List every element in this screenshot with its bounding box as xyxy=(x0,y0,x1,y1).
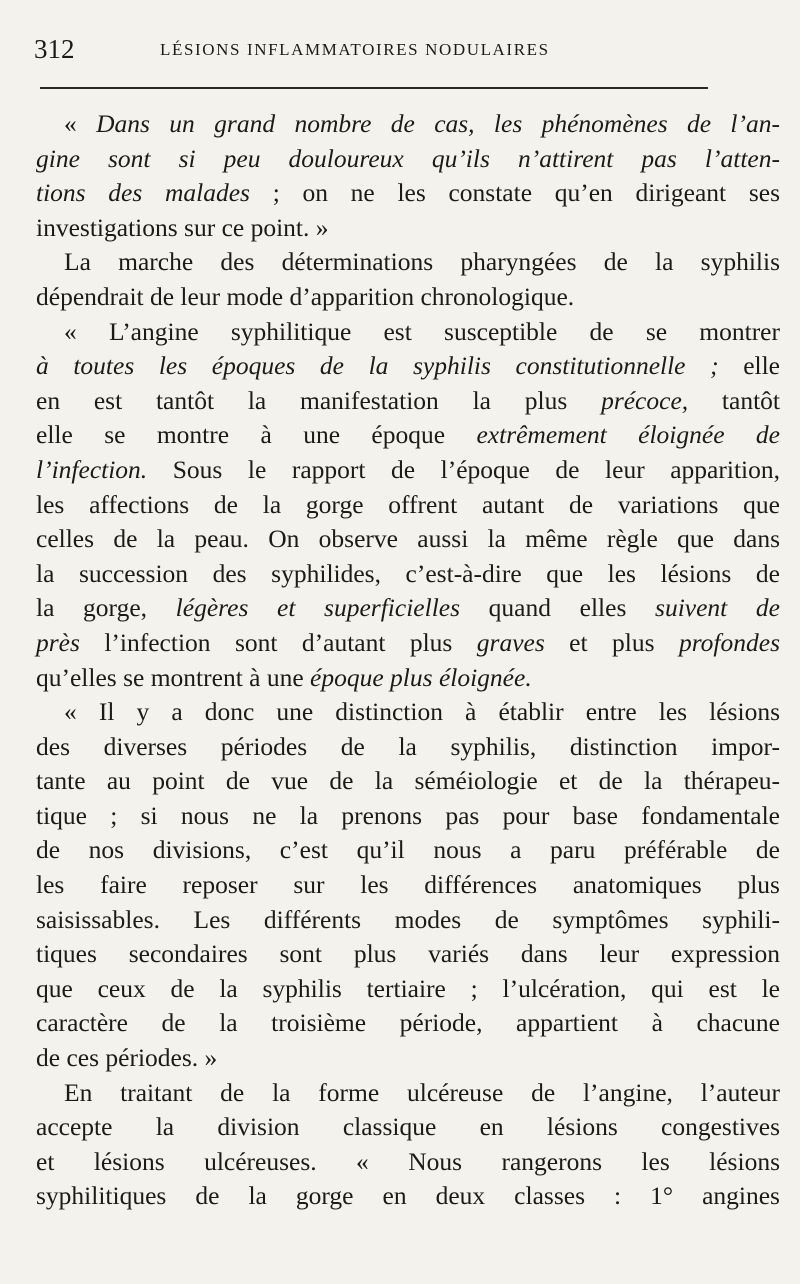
text-segment: l’infection sont d’autant plus xyxy=(79,627,477,657)
italic-segment: tions des malades xyxy=(36,178,250,208)
text-segment: « Il y a donc une distinction à établir entre les lésions xyxy=(64,697,780,727)
text-line xyxy=(36,1145,780,1180)
italic-segment: Dans un grand nombre de cas, les phénomènes de l’an- xyxy=(96,109,780,138)
text-line xyxy=(36,384,780,419)
text-segment: saisissables. Les différents modes de symptômes syphili- xyxy=(36,904,780,934)
text-segment: tante au point de vue de la séméiologie et de la thérapeu- xyxy=(36,766,780,796)
text-line xyxy=(36,1041,780,1076)
italic-segment: extrêmement éloignée de xyxy=(476,420,780,450)
text-segment: « L’angine syphilitique est susceptible de se montrer xyxy=(64,316,780,346)
text-segment: En traitant de la forme ulcéreuse de l’angine, l’auteur xyxy=(64,1077,780,1107)
page-header xyxy=(30,34,710,74)
text-segment: la succession des syphilides, c’est-à-dire que les lésions de xyxy=(36,558,780,588)
text-line xyxy=(36,453,780,488)
text-segment: elle xyxy=(718,351,780,381)
text-line xyxy=(36,903,780,938)
text-segment: elle se montre à une époque xyxy=(36,420,477,450)
text-line xyxy=(36,1110,780,1145)
page-number: 312 xyxy=(34,34,75,64)
italic-segment: à toutes les époques de la syphilis constitutionnelle ; xyxy=(36,351,719,381)
text-segment: accepte la division classique en lésions congestives xyxy=(36,1112,780,1142)
text-segment: en est tantôt la manifestation la plus xyxy=(36,385,602,415)
text-segment: caractère de la troisième période, appartient à chacune xyxy=(36,1008,780,1038)
text-segment: de nos divisions, c’est qu’il nous a paru préférable de xyxy=(36,835,780,865)
text-line xyxy=(36,626,780,661)
italic-segment: l’infection. xyxy=(36,454,148,484)
italic-segment: légères et superficielles xyxy=(175,593,461,623)
italic-segment: graves xyxy=(476,627,545,657)
text-line xyxy=(36,557,780,592)
text-segment: tique ; si nous ne la prenons pas pour base fondamentale xyxy=(36,800,780,830)
text-line xyxy=(36,418,780,453)
text-segment: tantôt xyxy=(688,385,780,415)
text-line xyxy=(36,591,780,626)
text-line xyxy=(36,661,780,696)
italic-segment: près xyxy=(36,627,80,657)
italic-segment: gine sont si peu douloureux qu’ils n’attirent pas l’atten- xyxy=(36,143,780,173)
italic-segment: précoce, xyxy=(601,385,689,415)
text-segment: ; on ne les constate qu’en dirigeant ses xyxy=(249,178,780,208)
text-segment: et lésions ulcéreuses. « Nous rangerons les lésions xyxy=(36,1146,780,1176)
text-line xyxy=(36,799,780,834)
text-line xyxy=(36,1179,780,1214)
header-rule xyxy=(40,87,708,89)
text-segment: des diverses périodes de la syphilis, distinction impor- xyxy=(36,731,780,761)
text-segment: Sous le rapport de l’époque de leur apparition, xyxy=(147,454,780,484)
text-line xyxy=(36,107,780,142)
text-line xyxy=(36,695,780,730)
text-line xyxy=(36,1076,780,1111)
text-segment: investigations sur ce point. » xyxy=(36,212,329,242)
text-segment: de ces périodes. » xyxy=(36,1043,218,1073)
text-line xyxy=(36,142,780,177)
text-line xyxy=(36,315,780,350)
italic-segment: époque plus éloignée. xyxy=(310,662,532,692)
text-line xyxy=(36,211,780,246)
text-segment: celles de la peau. On observe aussi la même règle que dans xyxy=(36,524,780,554)
text-segment: quand elles xyxy=(460,593,656,623)
text-line xyxy=(36,1006,780,1041)
text-line xyxy=(36,764,780,799)
body-text xyxy=(36,107,780,1214)
text-line xyxy=(36,937,780,972)
text-segment: qu’elles se montrent à une xyxy=(36,662,311,692)
text-line xyxy=(36,972,780,1007)
text-segment: dépendrait de leur mode d’apparition chronologique. xyxy=(36,281,575,311)
text-line xyxy=(36,245,780,280)
text-line xyxy=(36,833,780,868)
text-segment: La marche des déterminations pharyngées de la syphilis xyxy=(64,247,780,277)
text-segment: tiques secondaires sont plus variés dans leur expression xyxy=(36,939,780,969)
text-segment: que ceux de la syphilis tertiaire ; l’ulcération, qui est le xyxy=(36,973,780,1003)
text-line xyxy=(36,868,780,903)
italic-segment: suivent de xyxy=(655,593,780,623)
text-segment: « xyxy=(64,109,97,138)
italic-segment: profondes xyxy=(678,627,780,657)
text-line xyxy=(36,730,780,765)
running-title: LÉSIONS INFLAMMATOIRES NODULAIRES xyxy=(160,40,550,59)
text-segment: et plus xyxy=(544,627,679,657)
text-line xyxy=(36,488,780,523)
text-line xyxy=(36,349,780,384)
text-line xyxy=(36,522,780,557)
text-segment: les faire reposer sur les différences anatomiques plus xyxy=(36,870,780,900)
text-segment: les affections de la gorge offrent autant de variations que xyxy=(36,489,780,519)
text-line xyxy=(36,280,780,315)
text-segment: la gorge, xyxy=(36,593,176,623)
text-line xyxy=(36,176,780,211)
text-segment: syphilitiques de la gorge en deux classes : 1° angines xyxy=(36,1181,780,1211)
